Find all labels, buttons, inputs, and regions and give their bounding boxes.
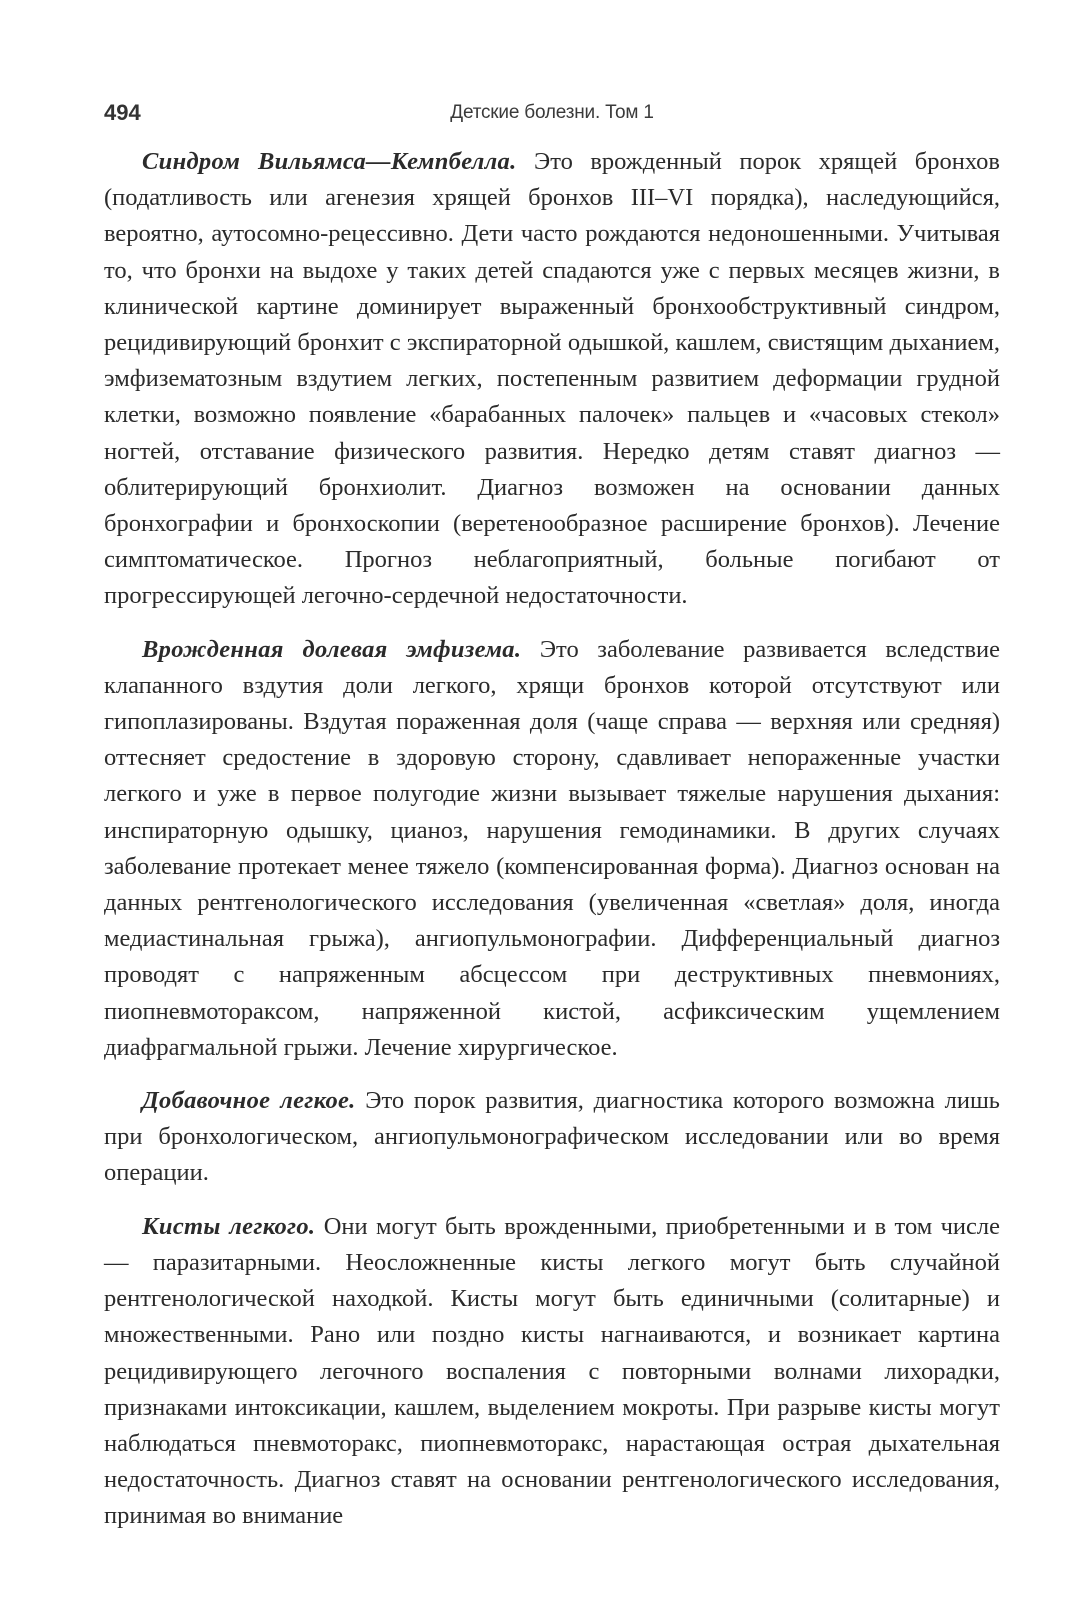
paragraph-text: Это порок развития, диагностика которого возможна лишь при бронхологическом, ангиопульмонографическом исследовании или во время операции. <box>104 1087 1000 1187</box>
paragraph-text: Они могут быть врожденными, приобретенными и в том числе — паразитарными. Неосложненные кисты легкого могут быть случайной рентгенологической находкой. Кисты могут быть единичными (солитарные) и множественными. Рано или поздно кисты нагнаиваются, и возникает картина рецидивирующего легочного воспаления с повторными волнами лихорадки, признаками интоксикации, кашлем, выделением мокроты. При разрыве кисты могут наблюдаться пневмоторакс, пиопневмоторакс, нарастающая острая дыхательная недостаточность. Диагноз ставят на основании рентгенологического исследования, принимая во внимание <box>104 1212 1000 1530</box>
paragraph-congenital-lobar-emphysema <box>104 632 1000 1066</box>
book-page <box>104 92 1000 1552</box>
paragraph-accessory-lung <box>104 1083 1000 1192</box>
paragraph-term: Добавочное легкое. <box>142 1087 356 1115</box>
paragraph-term: Синдром Вильямса—Кемпбелла. <box>142 148 517 175</box>
paragraph-text: Это врожденный порок хрящей бронхов (податливость или агенезия хрящей бронхов III–VI порядка), наследующийся, вероятно, аутосомно-рецессивно. Дети часто рождаются недоношенными. Учитывая то, что бронхи на выдохе у таких детей спадаются уже с первых месяцев жизни, в клинической картине доминирует выраженный бронхообструктивный синдром, рецидивирующий бронхит с экспираторной одышкой, кашлем, свистящим дыханием, эмфизематозным вздутием легких, постепенным развитием деформации грудной клетки, возможно появление «барабанных палочек» пальцев и «часовых стекол» ногтей, отставание физического развития. Нередко детям ставят диагноз — облитерирующий бронхиолит. Диагноз возможен на основании данных бронхографии и бронхоскопии (веретенообразное расширение бронхов). Лечение симптоматическое. Прогноз неблагоприятный, больные погибают от прогрессирующей легочно-сердечной недостаточности. <box>104 148 1000 610</box>
paragraph-lung-cysts <box>104 1209 1000 1535</box>
paragraph-text: Это заболевание развивается вследствие клапанного вздутия доли легкого, хрящи бронхов которой отсутствуют или гипоплазированы. Вздутая пораженная доля (чаще справа — верхняя или средняя) оттесняет средостение в здоровую сторону, сдавливает непораженные участки легкого и уже в первое полугодие жизни вызывает тяжелые нарушения дыхания: инспираторную одышку, цианоз, нарушения гемодинамики. В других случаях заболевание протекает менее тяжело (компенсированная форма). Диагноз основан на данных рентгенологического исследования (увеличенная «светлая» доля, иногда медиастинальная грыжа), ангиопульмонографии. Дифференциальный диагноз проводят с напряженным абсцессом при деструктивных пневмониях, пиопневмотораксом, напряженной кистой, асфиксическим ущемлением диафрагмальной грыжи. Лечение хирургическое. <box>104 635 1000 1061</box>
paragraph-term: Врожденная долевая эмфизема. <box>142 635 522 663</box>
paragraph-williams-campbell-syndrome <box>104 144 1000 615</box>
body-text <box>104 144 1000 1535</box>
page-number: 494 <box>104 100 141 125</box>
book-title: Детские болезни. Том 1 <box>450 102 654 123</box>
running-header <box>104 92 1000 132</box>
paragraph-term: Кисты легкого. <box>142 1212 316 1240</box>
